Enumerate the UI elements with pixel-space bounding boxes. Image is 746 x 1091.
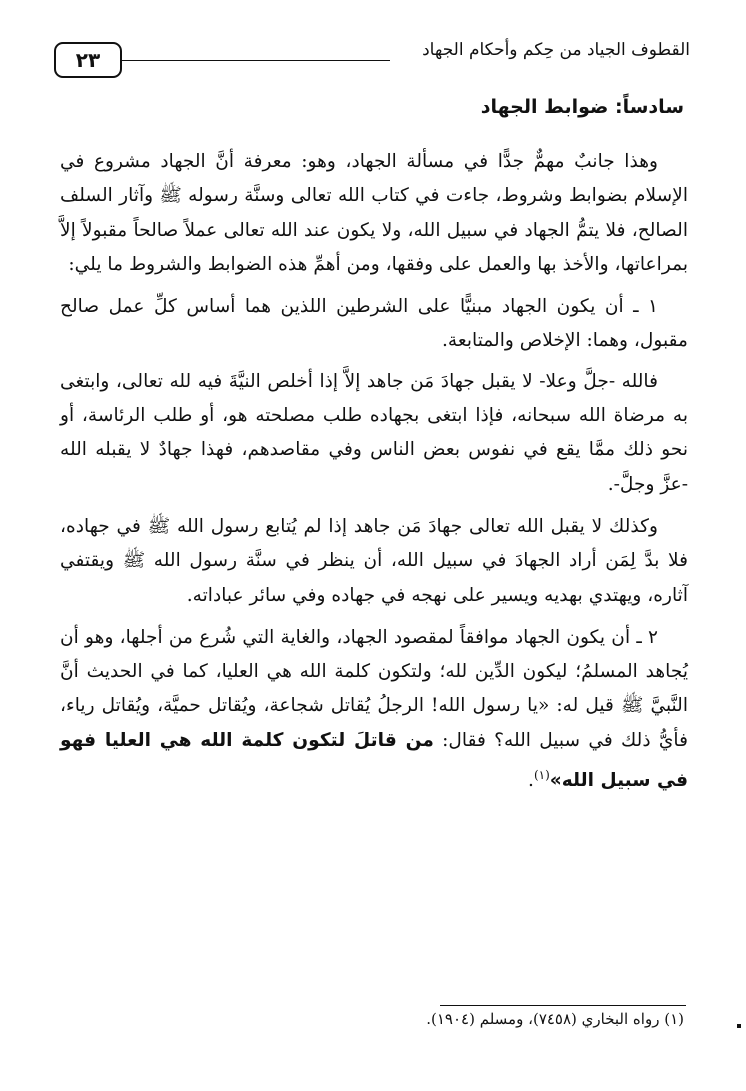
point-2-text: ٢ ـ أن يكون الجهاد موافقاً لمقصود الجهاد، والغاية التي شُرع من أجلها، وهو أن يُجاهد المسلمُ؛ ليكون الدِّين لله؛ ولتكون كلمة الله هي العليا، كما في الحديث أنَّ النَّبيَّ ﷺ قيل له: «يا رسول الله! الرجلُ يُقاتل شجاعة، ويُقاتل حميَّة، ويُقاتل رياء، فأيُّ ذلك في سبيل الله؟ فقال: xyxy=(60,626,688,751)
paragraph-intro: وهذا جانبٌ مهمٌّ جدًّا في مسألة الجهاد، وهو: معرفة أنَّ الجهاد مشروع في الإسلام بضوابط وشروط، جاءت في كتاب الله تعالى وسنَّة رسوله ﷺ وآثار السلف الصالح، فلا يتمُّ الجهاد في سبيل الله، ولا يكون عند الله تعالى عملاً صالحاً مقبولاً إلاَّ بمراعاتها، والأخذ بها والعمل على وفقها، ومن أهمِّ هذه الضوابط والشروط ما يلي: xyxy=(60,151,688,275)
margin-dot xyxy=(737,1024,741,1028)
page-number: ٢٣ xyxy=(54,42,122,78)
paragraph-ikhlas: فالله -جلَّ وعلا- لا يقبل جهادَ مَن جاهد إلاَّ إذا أخلص النيَّةَ فيه لله تعالى، وابتغى به مرضاة الله سبحانه، فإذا ابتغى بجهاده طلب مصلحته هو، أو طلب الرئاسة، أو نحو ذلك ممَّا يقع في نفوس بعض الناس وفي مقاصدهم، فهذا جهادٌ لا يقبله الله -عزَّ وجلَّ-. xyxy=(60,370,688,495)
footnote-rule xyxy=(440,1005,686,1006)
book-title: القطوف الجياد من حِكم وأحكام الجهاد xyxy=(416,40,690,60)
sentence-end: . xyxy=(528,770,534,792)
footnote: (١) رواه البخاري (٧٤٥٨)، ومسلم (١٩٠٤). xyxy=(426,1010,684,1028)
section-heading: سادساً: ضوابط الجهاد xyxy=(480,96,684,118)
header-rule xyxy=(122,60,390,61)
hadith-answer: من قاتلَ لتكون كلمة الله هي العليا فهو في سبيل الله» xyxy=(60,729,688,792)
paragraph-point-2 xyxy=(60,621,688,799)
running-header xyxy=(50,36,690,78)
paragraph-point-1: ١ ـ أن يكون الجهاد مبنيًّا على الشرطين اللذين هما أساس كلِّ عمل صالح مقبول، وهما: الإخلاص والمتابعة. xyxy=(60,296,688,352)
body-text xyxy=(60,145,688,807)
paragraph-mutaba: وكذلك لا يقبل الله تعالى جهادَ مَن جاهد إذا لم يُتابع رسول الله ﷺ في جهاده، فلا بدَّ لِمَن أراد الجهادَ في سبيل الله، أن ينظر في سنَّة رسول الله ﷺ ويقتفي آثاره، ويهتدي بهديه ويسير على نهجه في جهاده وفي سائر عباداته. xyxy=(60,515,688,606)
footnote-marker: (١) xyxy=(533,768,550,783)
